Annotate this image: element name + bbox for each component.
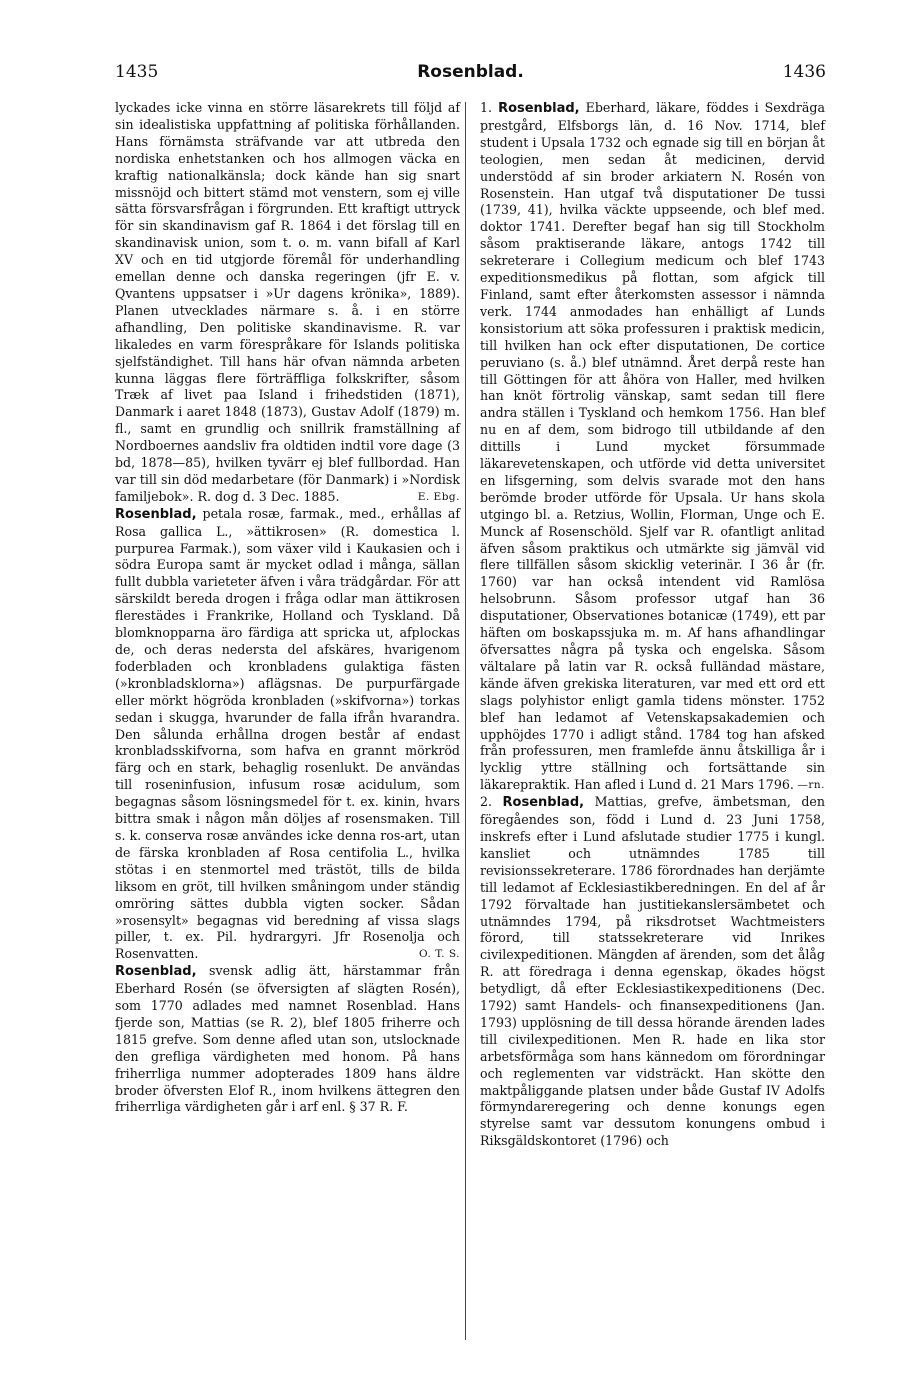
- continuation-entry: [115, 100, 460, 506]
- column-divider: [465, 102, 466, 1340]
- entry-headword: Rosenblad,: [498, 101, 580, 116]
- entry-headword: Rosenblad,: [115, 506, 197, 522]
- entry-number: 2.: [480, 794, 493, 810]
- right-column: [480, 100, 825, 1150]
- page-header: [115, 62, 826, 92]
- page-number-left: 1435: [115, 62, 159, 82]
- left-column: [115, 100, 460, 1116]
- entry-text: Mattias, grefve, ämbetsman, den föregåendes son, född i Lund d. 23 Juni 1758, inskrefs efter i Lund afslutade studier 1775 i kungl. kansliet och utnämndes 1785 till revisionssekreterare. 1786 förordnades han derjämte till ledamot af Ecklesiastikberedningen. En del af år 1792 förvaltade han justitiekanslersämbetet och utnämndes 1794, på riksdrotset Wachtmeisters förord, till statssekreterare vid Inrikes civilexpeditionen. Mängden af ärenden, som det ålåg R. att föredraga i denna egenskap, ökades högst betydligt, då efter Ecklesiastikexpeditionens (Dec. 1792) samt Handels- och finansexpeditionens (Jan. 1793) upplösning de till dessa hörande ärenden lades till civilexpeditionen. Men R. hade en lika stor arbetsförmåga som hans kännedom om förordningar och reglementen var vidsträckt. Han skötte den maktpåliggande platsen under både Gustaf IV Adolfs förmyndareregering och denne konungs egen styrelse samt var dessutom konungens ombud i Riksgäldskontoret (1796) och: [480, 794, 825, 1149]
- page-number-right: 1436: [782, 62, 826, 82]
- entry-rosenblad-1: [480, 100, 825, 794]
- entry-headword: Rosenblad,: [115, 964, 197, 980]
- entry-text: svensk adlig ätt, härstammar från Eberhard Rosén (se öfversigten af slägten Rosén), som 1770 adlades med namnet Rosenblad. Hans fjerde son, Mattias (se R. 2), blef 1805 friherre och 1815 grefve. Som denne afled utan son, utslocknade den grefliga värdigheten med honom. På hans friherrliga nummer adopterades 1809 hans äldre broder öfversten Elof R., inom hvilkens ättegren den friherrliga värdigheten går i arf enl. § 37 R. F.: [115, 963, 460, 1115]
- running-title: Rosenblad.: [417, 62, 524, 82]
- entry-rosenblad-2: [480, 794, 825, 1150]
- entry-headword: Rosenblad,: [502, 795, 585, 811]
- author-signature: O. T. S.: [419, 948, 460, 961]
- entry-text: petala rosæ, farmak., med., erhållas af Rosa gallica L., »ättikrosen» (R. domestica l. purpurea Farmak.), som växer vild i Kaukasien och i södra Europa samt är mycket odlad i många, sällan fullt dubbla varieteter äfven i våra trädgårdar. För att särskildt bereda drogen i fråga odlar man ättikrosen flerestädes i Frankrike, Holland och Tyskland. Då blomknopparna äro färdiga att spricka ut, afplockas de, och deras nedersta del afskäres, hvarigenom foderbladen och kronbladens gulaktiga fästen (»kronbladsklorna») aflägsnas. De purpurfärgade eller mörkt högröda kronbladen (»skifvorna») torkas sedan i skugga, hvarunder de falla ifrån hvarandra. Den sålunda erhållna drogen består af endast kronbladsskifvorna, som hafva en grannt mörkröd färg och en stark, behaglig rosenlukt. De användas till roseninfusion, infusum rosæ acidulum, som begagnas såsom lösningsmedel för t. ex. kinin, hvars bittra smak i någon mån döljes af rosensmaken. Till s. k. conserva rosæ användes icke denna ros-art, utan de färska kronbladen af Rosa centifolia L., hvilka stötas i en stenmortel med trästöt, tills de bilda liksom en gröt, till hvilken småningom under ständig omröring sättes dubbla vigten socker. Sådan »rosensylt» begagnas vid beredning af vissa slags piller, t. ex. Pil. hydrargyri. Jfr Rosenolja och Rosenvatten.: [115, 505, 460, 962]
- entry-number: 1.: [480, 100, 493, 115]
- entry-text: Eberhard, läkare, föddes i Sexdräga prestgård, Elfsborgs län, d. 16 Nov. 1714, blef student i Upsala 1732 och egnade sig till en början åt teologien, men sedan åt medicinen, dervid understödd af sin broder arkiatern N. Rosén von Rosenstein. Han utgaf två disputationer De tussi (1739, 41), hvilka väckte uppseende, och blef med. doktor 1741. Derefter begaf han sig till Stockholm såsom praktiserande läkare, antogs 1742 till sekreterare i Collegium medicum och blef 1743 expeditionsmedikus på flottan, som afgick till Finland, samt efter återkomsten assessor i nämnda verk. 1744 anmodades han enhälligt af Lunds konsistorium att söka professuren i praktisk medicin, till hvilken han ock efter disputationen, De cortice peruviano (s. å.) blef utnämnd. Året derpå reste han till Göttingen för att åhöra von Haller, med hvilken han knöt förtrolig vänskap, samt sedan till flere andra ställen i Tyskland och hemkom 1756. Han blef nu en af dem, som bidrogo till utbildande af den dittills i Lund mycket försummade läkarevetenskapen, och utförde vid detta universitet en lifsgerning, som delvis svarade mot den hans berömde broder utförde för Upsala. Ur hans skola utgingo bl. a. Retzius, Wollin, Florman, Unge och E. Munck af Rosenschöld. Sjelf var R. ofantligt anlitad äfven såsom praktikus och utmärkte sig jämväl vid flere tillfällen såsom skicklig veterinär. I 36 år (fr. 1760) var han också intendent vid Ramlösa helsobrunn. Såsom professor utgaf han 36 disputationer, Observationes botanicæ (1749), ett par häften om boskapssjuka m. m. Af hans afhandlingar öfversattes några på tyska och engelska. Såsom vältalare på latin var R. också fulländad mästare, kände äfven grekiska literaturen, var med ett ord ett slags polyhistor enligt gamla tidens mönster. 1752 blef han ledamot af Vetenskapsakademien och upphöjdes 1770 i adligt stånd. 1784 tog han afsked från professuren, men framlefde ännu åtskilliga år i lycklig yttre ställning och fortsättande sin läkarepraktik. Han afled i Lund d. 21 Mars 1796.: [480, 100, 825, 793]
- author-signature: —rn.: [797, 779, 825, 792]
- entry-rosenblad-family: [115, 963, 460, 1116]
- author-signature: E. Ebg.: [417, 490, 460, 503]
- entry-rosa-petals: [115, 506, 460, 963]
- continuation-text: lyckades icke vinna en större läsarekrets till följd af sin idealistiska uppfattning af politiska förhållanden. Hans förnämsta sträfvande var att utbreda den nordiska enhetstanken och hos allmogen väcka en kraftig nationalkänsla; dock kände han sig snart missnöjd och bittert stämd mot venstern, som ej ville sätta försvarsfrågan i förgrunden. Ett kraftigt uttryck för sin skandinavism gaf R. 1864 i det förslag till en skandinavisk union, som t. o. m. vann bifall af Karl XV och en tid utgjorde föremål för underhandling emellan denne och danska regeringen (jfr E. v. Qvantens uppsatser i »Ur dagens krönika», 1889). Planen utvecklades närmare s. å. i en större afhandling, Den politiske skandinavisme. R. var likaledes en varm förespråkare för Islands politiska sjelfständighet. Till hans här ofvan nämnda arbeten kunna läggas flere förträffliga folkskrifter, såsom Træk af livet paa Island i frihedstiden (1871), Danmark i aaret 1848 (1873), Gustav Adolf (1879) m. fl., samt en grundlig och snillrik framställning af Nordboernes aandsliv fra oldtiden indtil vore dage (3 bd, 1878—85), hvilken tyvärr ej blef fullbordad. Han var till sin död medarbetare (för Danmark) i »Nordisk familjebok». R. dog d. 3 Dec. 1885.: [115, 100, 460, 504]
